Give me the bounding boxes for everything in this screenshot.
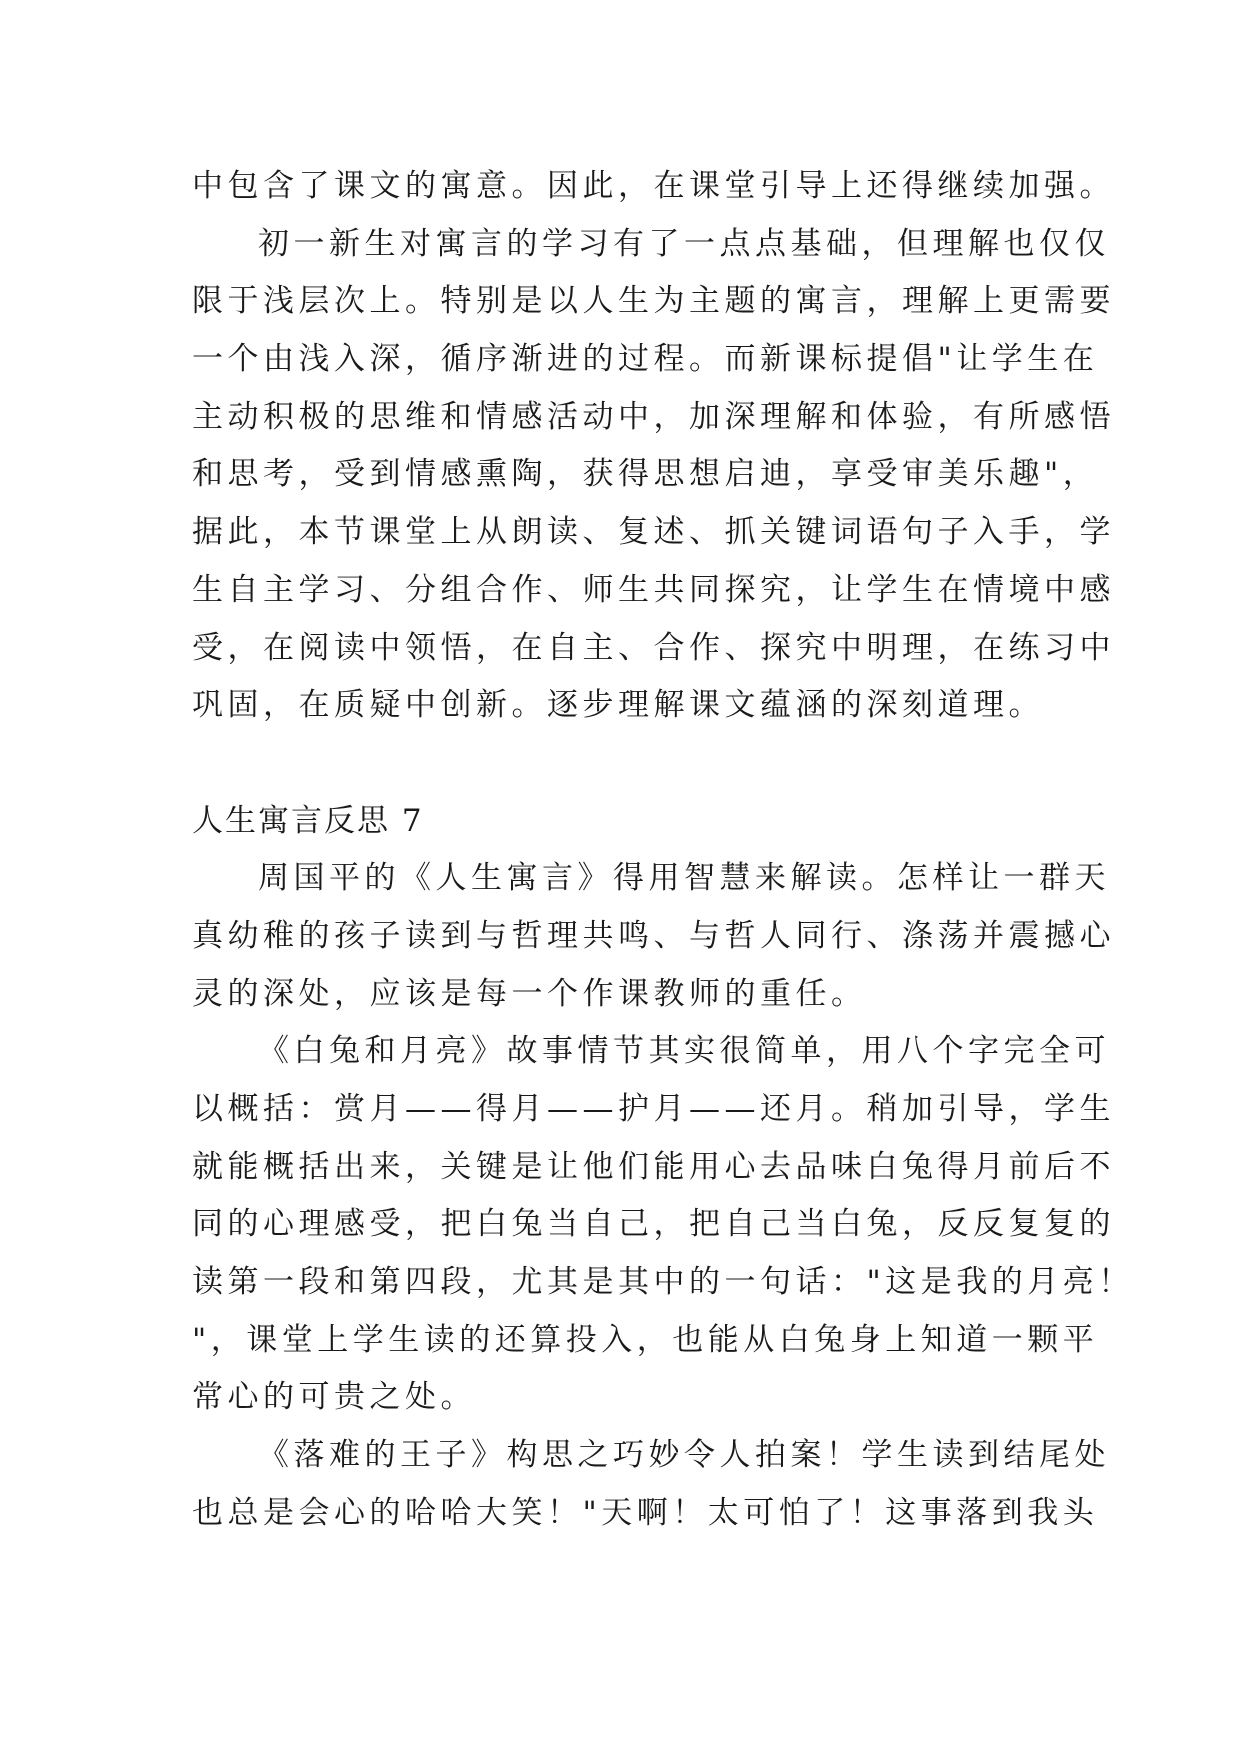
- document-body: [192, 158, 1134, 1543]
- text-line: 巩固，在质疑中创新。逐步理解课文蕴涵的深刻道理。: [192, 687, 1044, 724]
- text-line: 以概括：赏月——得月——护月——还月。稍加引导，学生: [192, 1091, 1115, 1127]
- text-line: 灵的深处，应该是每一个作课教师的重任。: [192, 975, 867, 1012]
- text-line: 就能概括出来，关键是让他们能用心去品味白兔得月前后不: [192, 1148, 1115, 1185]
- text-line: 《白兔和月亮》故事情节其实很简单，用八个字完全可: [258, 1033, 1110, 1070]
- text-line: 一个由浅入深，循序渐进的过程。而新课标提倡"让学生在: [192, 341, 1099, 378]
- text-line: 同的心理感受，把白兔当自己，把自己当白兔，反反复复的: [192, 1206, 1115, 1243]
- paragraph-1: [192, 158, 1115, 216]
- text-line: 初一新生对寓言的学习有了一点点基础，但理解也仅仅: [258, 225, 1110, 262]
- text-line: "，课堂上学生读的还算投入，也能从白兔身上知道一颗平: [192, 1321, 1099, 1358]
- paragraph-4: [192, 1023, 1134, 1427]
- text-line: 生自主学习、分组合作、师生共同探究，让学生在情境中感: [192, 571, 1115, 608]
- text-line: 限于浅层次上。特别是以人生为主题的寓言，理解上更需要: [192, 283, 1115, 320]
- text-line: 常心的可贵之处。: [192, 1379, 476, 1416]
- text-line: 主动积极的思维和情感活动中，加深理解和体验，有所感悟: [192, 398, 1115, 435]
- text-line: 周国平的《人生寓言》得用智慧来解读。怎样让一群天: [258, 860, 1110, 897]
- text-line: 据此，本节课堂上从朗读、复述、抓关键词语句子入手，学: [192, 514, 1115, 551]
- text-line: 受，在阅读中领悟，在自主、合作、探究中明理，在练习中: [192, 629, 1115, 666]
- section-heading: [192, 793, 1052, 851]
- section-heading-text: 人生寓言反思 7: [192, 802, 424, 839]
- paragraph-5: [192, 1427, 1110, 1542]
- text-line: 也总是会心的哈哈大笑！"天啊！太可怕了！这事落到我头: [192, 1494, 1099, 1531]
- text-line: 《落难的王子》构思之巧妙令人拍案！学生读到结尾处: [258, 1437, 1110, 1474]
- paragraph-spacer: [192, 735, 1052, 793]
- text-line: 真幼稚的孩子读到与哲理共鸣、与哲人同行、涤荡并震撼心: [192, 917, 1115, 954]
- paragraph-3: [192, 850, 1115, 1023]
- text-line: 和思考，受到情感熏陶，获得思想启迪，享受审美乐趣"，: [192, 456, 1099, 493]
- text-line: 读第一段和第四段，尤其是其中的一句话："这是我的月亮！: [192, 1264, 1134, 1301]
- text-line: 中包含了课文的寓意。因此，在课堂引导上还得继续加强。: [192, 168, 1115, 204]
- paragraph-2: [192, 216, 1115, 735]
